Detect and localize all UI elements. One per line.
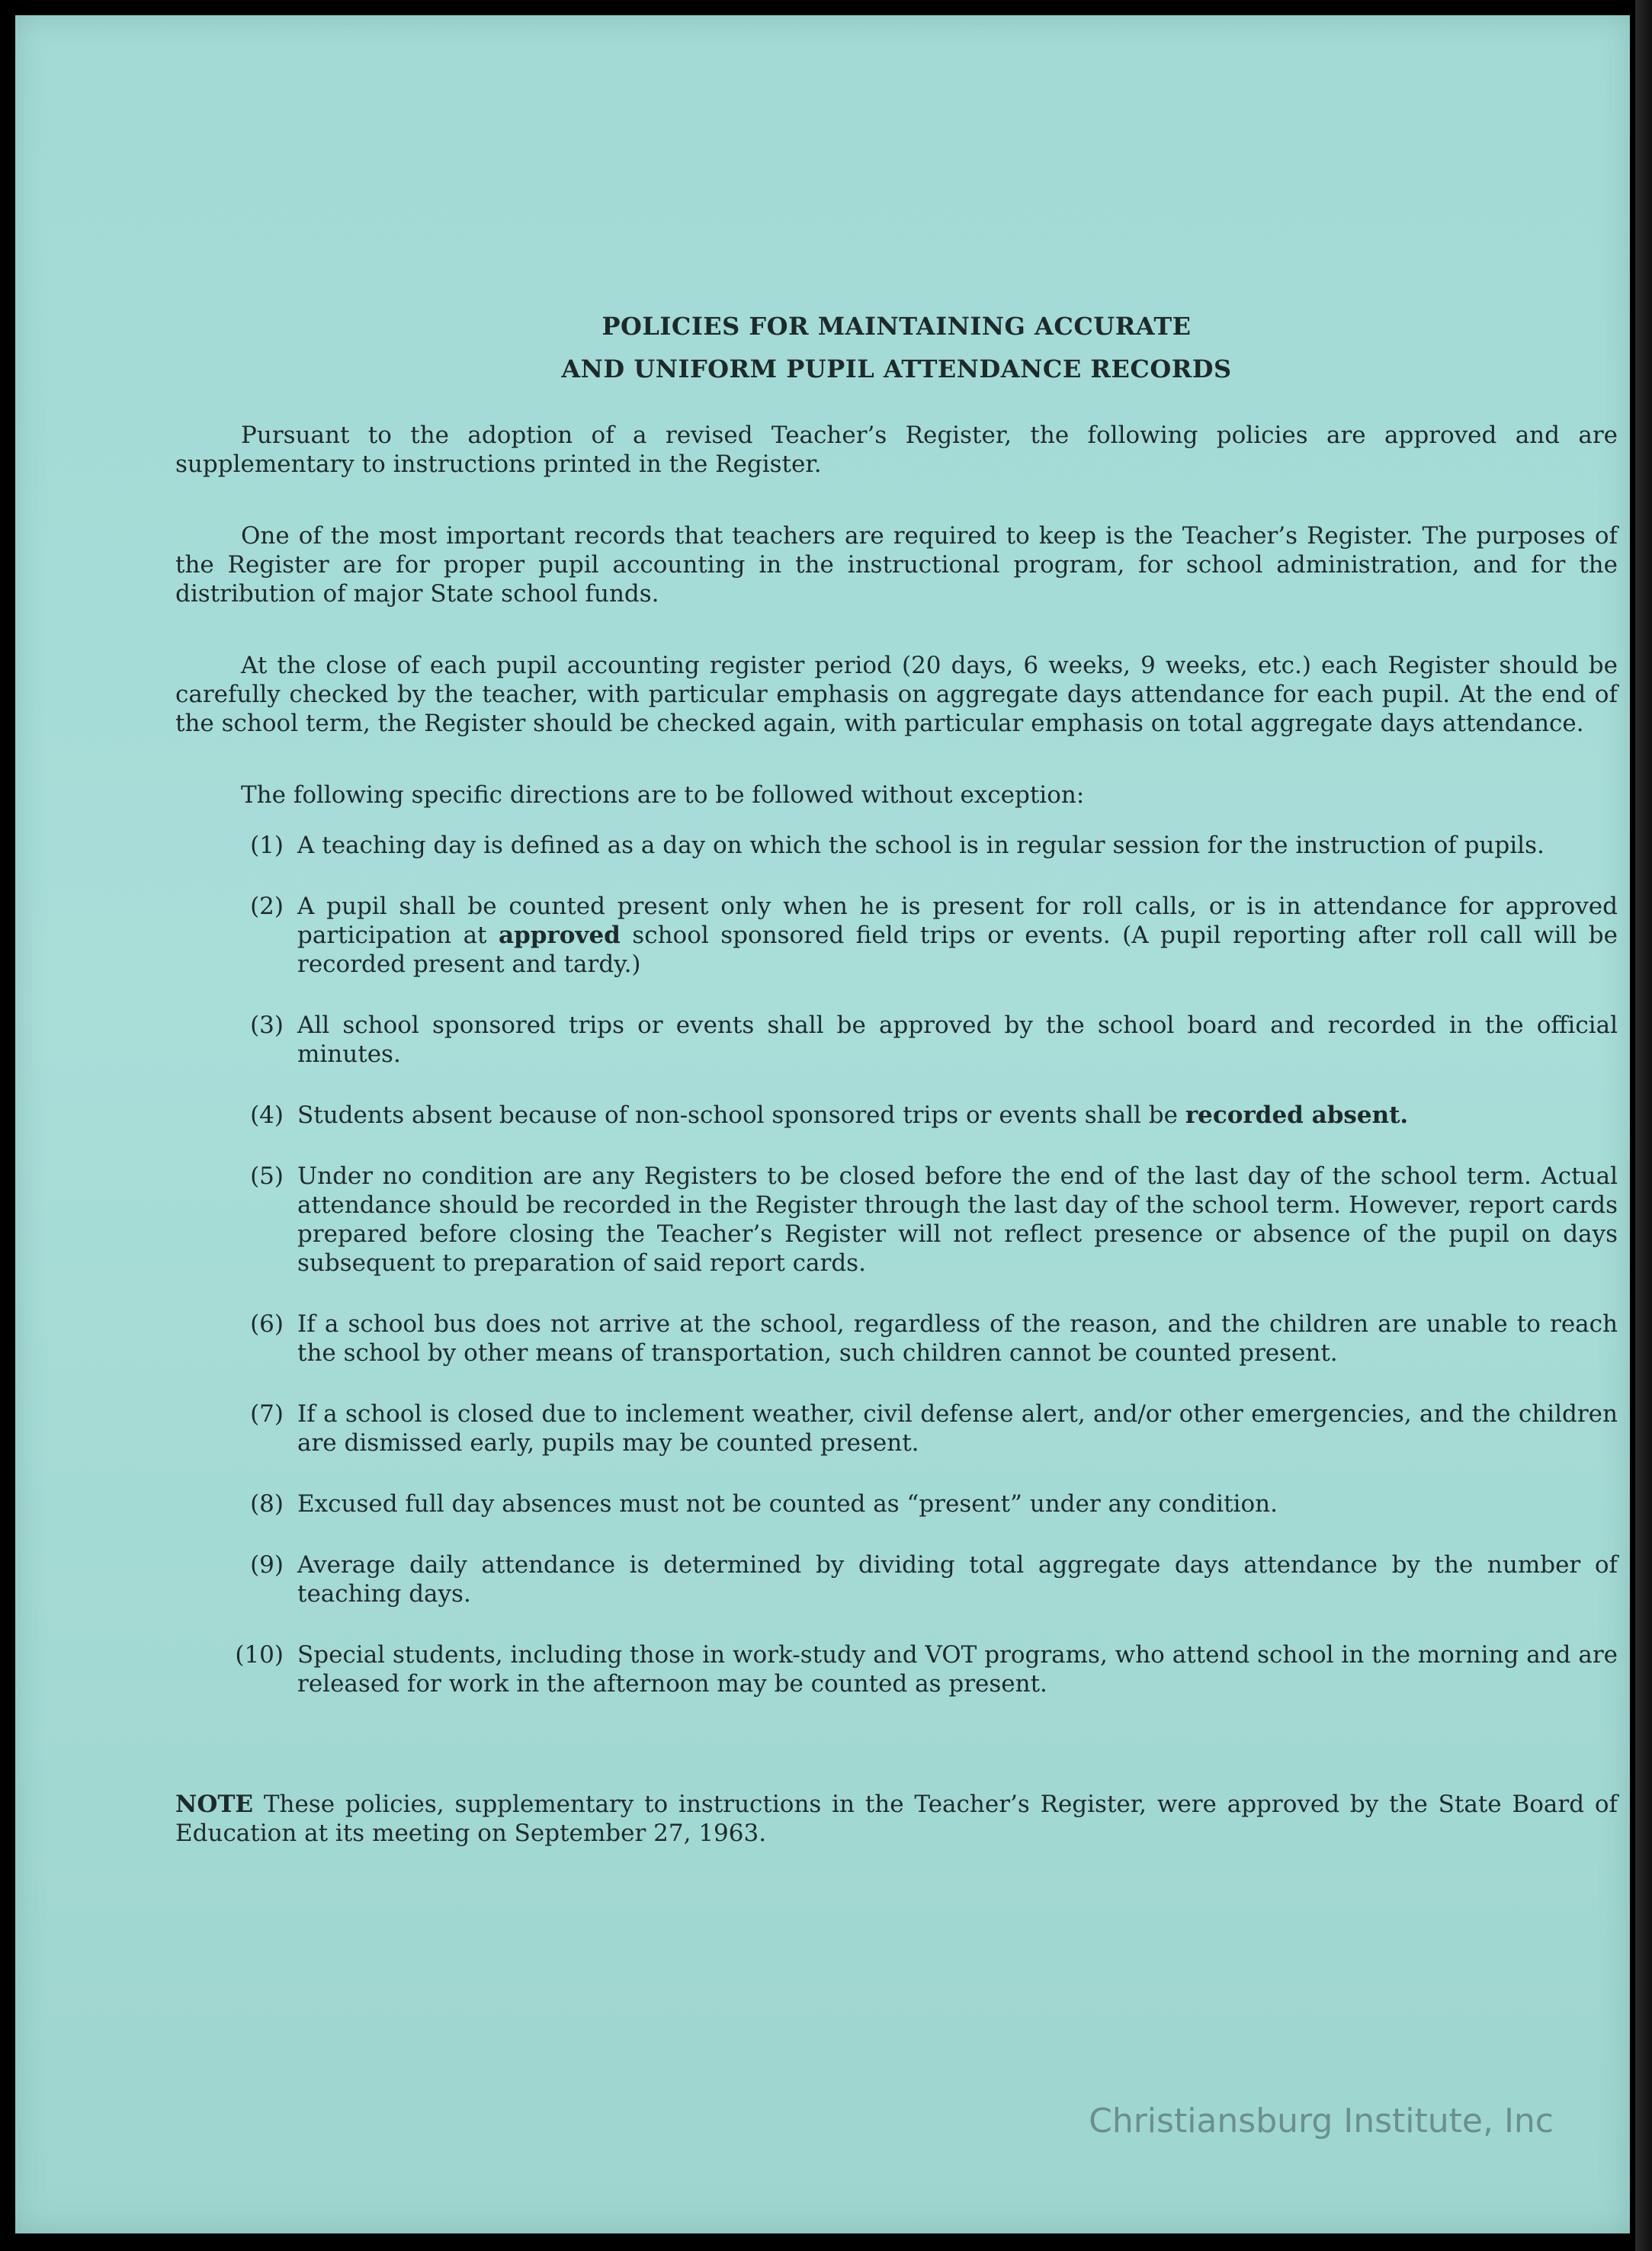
- rule-item: [175, 831, 1618, 860]
- rules-list: [175, 831, 1618, 1698]
- rule-text-bold: recorded absent.: [1185, 1101, 1409, 1129]
- rule-text: Average daily attendance is determined by dividing total aggregate days attendance by the number of teaching days.: [297, 1551, 1618, 1608]
- note-text: These policies, supplementary to instructions in the Teacher’s Register, were approved by the State Board of Education at its meeting on September 27, 1963.: [175, 1791, 1618, 1847]
- binding-edge: [1635, 0, 1652, 2251]
- watermark: Christiansburg Institute, Inc: [1089, 2102, 1554, 2140]
- rule-item: [175, 1489, 1618, 1518]
- rule-number: (7): [250, 1400, 284, 1428]
- rule-item: [175, 1162, 1618, 1278]
- paragraph-register-importance: One of the most important records that teachers are required to keep is the Teacher’s Register. The purposes of the Register are for proper pupil accounting in the instructional program, for school administration, and for the distribution of major State school funds.: [175, 522, 1618, 608]
- rule-text-bold: approved: [498, 922, 621, 949]
- rule-text: Excused full day absences must not be counted as “present” under any condition.: [297, 1490, 1278, 1518]
- rule-number: (1): [250, 832, 284, 859]
- rule-number: (4): [250, 1101, 284, 1129]
- rule-text-after: school sponsored field trips or events. (A pupil reporting after roll call will be recorded present and tardy.): [297, 922, 1618, 978]
- rule-number: (9): [250, 1551, 284, 1579]
- approval-note: [175, 1790, 1618, 1848]
- rule-item: [175, 892, 1618, 979]
- rule-number: (10): [235, 1641, 284, 1669]
- rule-text: [297, 1101, 1618, 1130]
- rule-item: [175, 1400, 1618, 1457]
- document-title: [175, 305, 1618, 390]
- rule-item: [175, 1310, 1618, 1368]
- rule-text: Special students, including those in work-study and VOT programs, who attend school in the morning and are released for work in the afternoon may be counted as present.: [297, 1641, 1618, 1698]
- rule-number: (6): [250, 1310, 284, 1338]
- paragraph-checking: At the close of each pupil accounting register period (20 days, 6 weeks, 9 weeks, etc.) each Register should be carefully checked by the teacher, with particular emphasis on aggregate days attendance for each pupil. At the end of the school term, the Register should be checked again, with particular emphasis on total aggregate days attendance.: [175, 652, 1618, 737]
- rule-item: [175, 1550, 1618, 1608]
- rule-number: (3): [250, 1012, 284, 1039]
- rule-text-before: Students absent because of non-school sponsored trips or events shall be: [297, 1101, 1185, 1129]
- rule-text: If a school bus does not arrive at the school, regardless of the reason, and the children are unable to reach the school by other means of transportation, such children cannot be counted present.: [297, 1310, 1618, 1367]
- rule-item: [175, 1640, 1618, 1698]
- rule-number: (5): [250, 1162, 284, 1190]
- note-label: NOTE: [175, 1791, 254, 1818]
- rule-number: (2): [250, 893, 284, 920]
- rule-text-before: A pupil shall be counted present only when he is present for roll calls, or is in attendance for approved participation at: [297, 893, 1618, 949]
- document-content: [175, 305, 1618, 1848]
- rule-item: [175, 1101, 1618, 1130]
- rule-text: Under no condition are any Registers to be closed before the end of the last day of the school term. Actual attendance should be recorded in the Register through the last day of the school term. However, report cards prepared before closing the Teacher’s Register will not reflect presence or absence of the pupil on days subsequent to preparation of said report cards.: [297, 1162, 1618, 1277]
- rule-text: A teaching day is defined as a day on which the school is in regular session for the instruction of pupils.: [297, 832, 1545, 859]
- directions-intro: The following specific directions are to be followed without exception:: [241, 781, 1085, 809]
- rule-item: [175, 1011, 1618, 1069]
- rule-text: All school sponsored trips or events shall be approved by the school board and recorded in the official minutes.: [297, 1012, 1618, 1068]
- rule-text: [297, 892, 1618, 979]
- rule-number: (8): [250, 1490, 284, 1518]
- paragraph-intro: Pursuant to the adoption of a revised Teacher’s Register, the following policies are approved and are supplementary to instructions printed in the Register.: [175, 422, 1618, 478]
- rule-text: If a school is closed due to inclement weather, civil defense alert, and/or other emergencies, and the children are dismissed early, pupils may be counted present.: [297, 1400, 1618, 1457]
- title-line-1: POLICIES FOR MAINTAINING ACCURATE: [601, 312, 1192, 341]
- title-line-2: AND UNIFORM PUPIL ATTENDANCE RECORDS: [561, 354, 1232, 383]
- document-page: [15, 15, 1630, 2233]
